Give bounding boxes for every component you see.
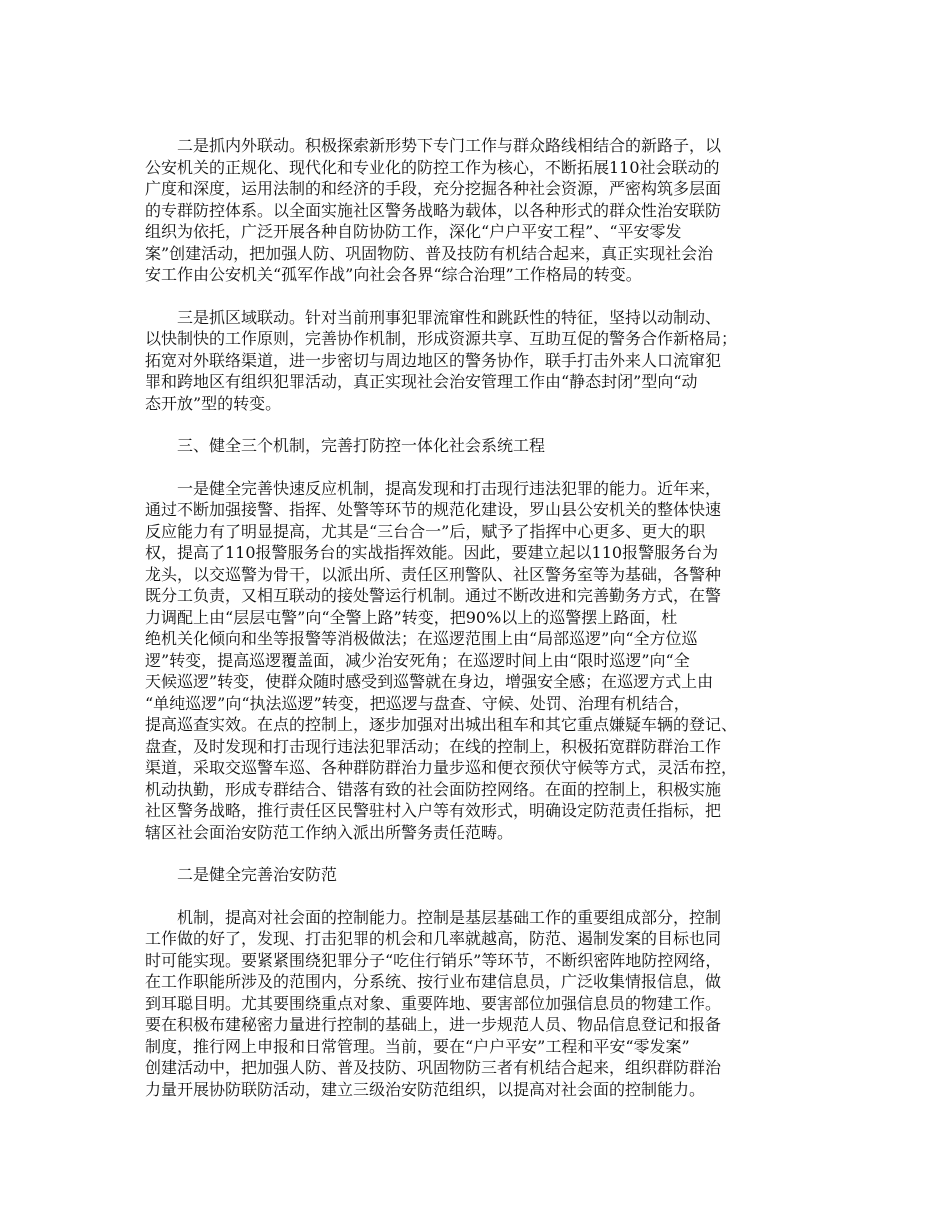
paragraph-internal-external-linkage: 二是抓内外联动。积极探索新形势下专门工作与群众路线相结合的新路子，以 公安机关的正规化、现代化和专业化的防控工作为核心，不断拓展110社会联动的 广度和深度，运用法制的和经济的手段，充分挖掘各种社会资源，严密构筑多层面 的专群防控体系。以全面实施社区警务战略为载体，以各种形式的群众性治安联防 组织为依托，广泛开展各种自防协防工作，深化“户户平安工程”、“平安零发 案”创建活动，把加强人防、巩固物防、普及技防有机结合起来，真正实现社会治 安工作由公安机关“孤军作战”向社会各界“综合治理”工作格局的转变。 xyxy=(145,136,722,284)
paragraph-regional-linkage: 三是抓区域联动。针对当前刑事犯罪流窜性和跳跃性的特征，坚持以动制动、 以快制快的工作原则，完善协作机制，形成资源共享、互助互促的警务合作新格局； 拓宽对外联络渠道，进一步密切与周边地区的警务协作，联手打击外来人口流窜犯 罪和跨地区有组织犯罪活动，真正实现社会治安管理工作由“静态封闭”型向“动 态开放”型的转变。 xyxy=(145,307,738,413)
section-heading-three-mechanisms: 三、健全三个机制，完善打防控一体化社会系统工程 xyxy=(177,436,546,455)
document-body xyxy=(145,135,825,1121)
subheading-public-security-prevention: 二是健全完善治安防范 xyxy=(177,865,338,884)
paragraph-rapid-response-mechanism: 一是健全完善快速反应机制，提高发现和打击现行违法犯罪的能力。近年来， 通过不断加强接警、指挥、处警等环节的规范化建设，罗山县公安机关的整体快速 反应能力有了明显提高，尤其是“三台合一”后，赋予了指挥中心更多、更大的职 权，提高了110报警服务台的实战指挥效能。因此，要建立起以110报警服务台为 龙头，以交巡警为骨干，以派出所、责任区刑警队、社区警务室等为基础，各警种 既分工负责，又相互联动的接处警运行机制。通过不断改进和完善勤务方式，在警 力调配上由“层层屯警”向“全警上路”转变，把90%以上的巡警摆上路面，杜 绝机关化倾向和坐等报警等消极做法；在巡逻范围上由“局部巡逻”向“全方位巡 逻”转变，提高巡逻覆盖面，减少治安死角；在巡逻时间上由“限时巡逻”向“全 天候巡逻”转变，使群众随时感受到巡警就在身边，增强安全感；在巡逻方式上由 “单纯巡逻”向“执法巡逻”转变，把巡逻与盘查、守候、处罚、治理有机结合， 提高巡查实效。在点的控制上，逐步加强对出城出租车和其它重点嫌疑车辆的登记、 盘查，及时发现和打击现行违法犯罪活动；在线的控制上，积极拓宽群防群治工作 渠道，采取交巡警车巡、各种群防群治力量步巡和便衣预伏守候等方式，灵活布控， 机动执勤，形成专群结合、错落有致的社会面防控网络。在面的控制上，积极实施 社区警务战略，推行责任区民警驻村入户等有效形式，明确设定防范责任指标，把 辖区社会面治安防范工作纳入派出所警务责任范畴。 xyxy=(145,478,738,842)
paragraph-control-capability: 机制，提高对社会面的控制能力。控制是基层基础工作的重要组成部分，控制 工作做的好了，发现、打击犯罪的机会和几率就越高，防范、遏制发案的目标也同 时可能实现。要紧紧围绕犯罪分子“吃住行销乐”等环节，不断织密阵地防控网络， 在工作职能所涉及的范围内，分系统、按行业布建信息员，广泛收集情报信息，做 到耳聪目明。尤其要围绕重点对象、重要阵地、要害部位加强信息员的物建工作。 要在积极布建秘密力量进行控制的基础上，进一步规范人员、物品信息登记和报备 制度，推行网上申报和日常管理。当前，要在“户户平安”工程和平安“零发案” 创建活动中，把加强人防、普及技防、巩固物防三者有机结合起来，组织群防群治 力量开展协防联防活动，建立三级治安防范组织，以提高对社会面的控制能力。 xyxy=(145,907,722,1099)
